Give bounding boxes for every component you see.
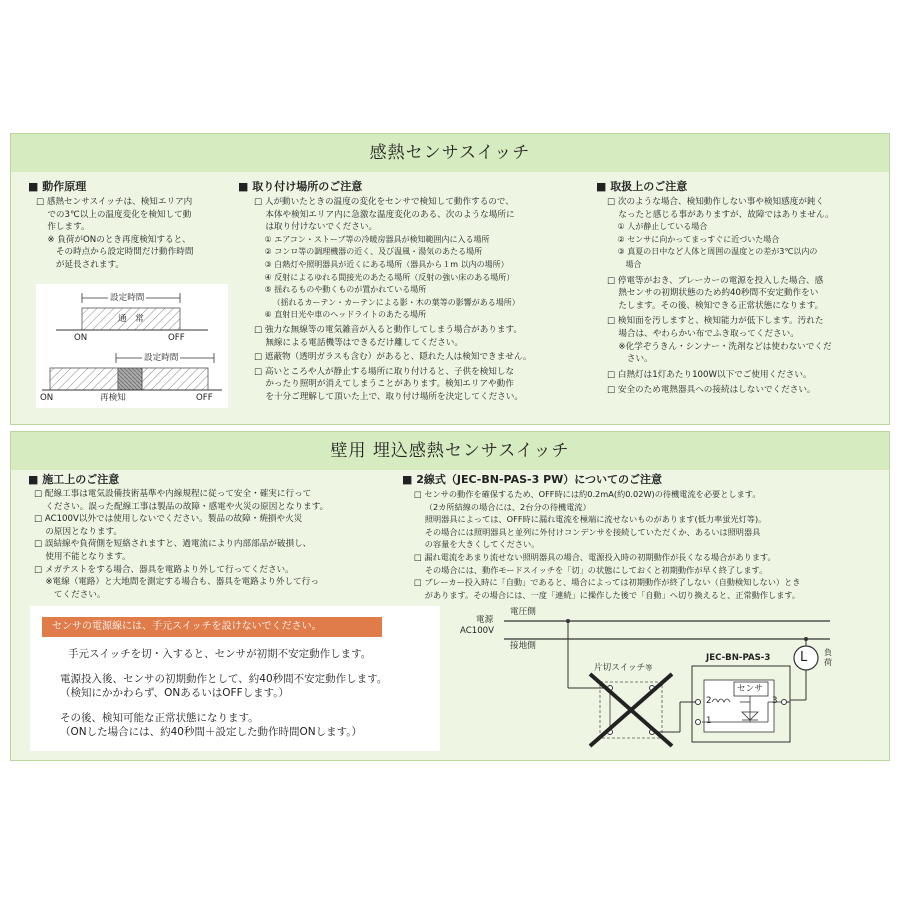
- text-line: □ センサの動作を確保するため、OFF時には約0.2mA(約0.02W)の待機電流を必要とします。: [414, 489, 761, 499]
- text-line: ③ 真夏の日中など人体と周囲の温度との差が3℃以内の: [607, 247, 818, 257]
- warning-banner: センサの電源線には、手元スイッチを設けないでください。: [42, 617, 382, 637]
- text-line: ※化学ぞうきん・シンナー・洗剤などは使わないでくだ: [607, 341, 832, 352]
- section-heading-construction: ■ 施工上のご注意: [28, 473, 120, 486]
- text-line: その時点から設定時間だけ動作時間: [36, 247, 194, 258]
- panel-title: 壁用 埋込感熱センサスイッチ: [11, 432, 889, 470]
- text-line: たします。その後、検知できる正常状態になります。: [607, 300, 824, 311]
- text-line: □ 停電等がおき、ブレーカーの電源を投入した場合、感: [607, 275, 824, 286]
- text-line: □ 検知面を汚しますと、検知能力が低下します。汚れた: [607, 316, 824, 327]
- text-line: かったり照明が消えてしまうことがあります。検知エリアや動作: [254, 379, 514, 390]
- ground-side-label: 接地側: [510, 641, 536, 651]
- panel-title: 感熱センサスイッチ: [11, 134, 889, 172]
- section-heading-handling: ■ 取扱上のご注意: [596, 180, 688, 193]
- handling-text: [607, 196, 834, 397]
- voltage-side-label: 電圧側: [510, 607, 536, 617]
- text-line: ください。誤った配線工事は製品の故障・感電や火災の原因となります。: [34, 501, 329, 512]
- text-line: が延長されます。: [36, 259, 124, 270]
- text-line: □ 配線工事は電気設備技術基準や内線規程に従って安全・確実に行って: [34, 489, 312, 499]
- text-line: があります。その場合には、一度「連続」に操作した後で「自動」へ切り換えると、正常動作します。: [414, 589, 801, 600]
- text-line: 熱センサの初期状態のため約40秒間不安定動作をい: [607, 288, 819, 299]
- text-line: ④ 反射によるゆれる間接光のあたる場所（反射の強い床のある場所）: [254, 272, 515, 282]
- text-line: □ 誤結線や負荷側を短絡されますと、過電流により内部部品が破損し、: [34, 539, 312, 550]
- text-line: の原因となります。: [34, 526, 122, 537]
- text-line: □ 遮蔽物（透明ガラスも含む）があると、隠れた人は検知できません。: [254, 352, 532, 363]
- wiring-diagram-svg: [450, 604, 882, 754]
- text-line: 無線による電話機等はできるだけ離してください。: [254, 337, 463, 348]
- text-line: □ 次のような場合、検知動作しない事や検知感度が鈍く: [607, 197, 825, 207]
- text-line: さい。: [607, 354, 653, 365]
- section-heading-install-location: ■ 取り付け場所のご注意: [238, 180, 363, 193]
- text-line: を十分ご理解して頂いた上で、取り付け場所を決定してください。: [254, 391, 523, 402]
- wiring-diagram: [450, 604, 882, 754]
- text-line: での3℃以上の温度変化を検知して動: [36, 209, 192, 220]
- text-line: □ 強力な無線等の電気雑音が入ると動作してしまう場合があります。: [254, 324, 522, 335]
- terminal-1-label: 1: [706, 716, 712, 726]
- text-line: 場合は、やわらかい布でふき取ってください。: [607, 328, 799, 339]
- text-line: （揺れるカーテン・カーテンによる影・木の葉等の影響がある場所）: [254, 297, 520, 307]
- timing-on-label: ON: [74, 333, 88, 343]
- switch-label-text: 片切スイッチ: [594, 663, 646, 673]
- timing-off2-label: OFF: [196, 393, 213, 403]
- text-line: □ 感熱センサスイッチは、検知エリア内: [36, 197, 193, 207]
- text-line: 本体や検知エリア内に急激な温度変化のある、次のような場所に: [254, 209, 515, 220]
- timing-set-time2-label: 設定時間: [144, 353, 179, 363]
- note-block-3: [60, 711, 362, 739]
- timing-off-label: OFF: [168, 333, 185, 343]
- switch-label: [594, 662, 652, 675]
- timing-set-time-label: 設定時間: [110, 293, 145, 303]
- construction-text: [34, 488, 328, 601]
- text-line: なったと感じる事がありますが、故障ではありません。: [607, 209, 834, 220]
- note-block-1: [68, 647, 371, 661]
- ac-label: AC100V: [460, 626, 495, 636]
- model-label: JEC-BN-PAS-3: [706, 653, 771, 663]
- timing-diagram: [36, 284, 228, 408]
- note-line: 電源投入後、センサの初期動作として、約40秒間不安定動作します。: [60, 673, 388, 685]
- text-line: □ メガテストをする場合、器具を電路より外して行ってください。: [34, 564, 294, 575]
- text-line: ② センサに向かってまっすぐに近づいた場合: [607, 234, 780, 244]
- text-line: その場合には、動作モードスイッチを「切」の状態にしておくと初期動作が早く終了します。: [414, 564, 768, 575]
- timing-on2-label: ON: [40, 393, 54, 403]
- power-label: 電源: [476, 615, 494, 625]
- text-line: は取り付けないでください。: [254, 222, 378, 233]
- text-line: ※ 負荷がONのとき再度検知すると、: [36, 234, 191, 245]
- text-line: □ 人が動いたときの温度の変化をセンサで検知して動作するので、: [254, 197, 514, 207]
- text-line: ⑤ 揺れるものや動くものが置かれている場所: [254, 285, 427, 295]
- timing-normal-label: 通 常: [118, 314, 144, 324]
- text-line: □ 安全のため電熱器具への接続はしないでください。: [607, 385, 816, 396]
- text-line: ① 人が静止している場合: [607, 222, 708, 232]
- two-wire-text: [414, 488, 800, 601]
- text-line: の容量を大きくしてください。: [414, 539, 540, 550]
- text-line: ⑥ 直射日光や車のヘッドライトのあたる場所: [254, 310, 427, 320]
- section-heading-two-wire: ■ 2線式（JEC-BN-PAS-3 PW）についてのご注意: [402, 473, 663, 486]
- timing-redetect-label: 再検知: [100, 393, 126, 403]
- text-line: ① エアコン・ストーブ等の冷暖房器具が検知範囲内に入る場所: [254, 234, 490, 244]
- note-line: （ONした場合には、約40秒間＋設定した動作時間ONします。）: [60, 726, 363, 738]
- text-line: その場合には照明器具と並列に外付けコンデンサを接続していただくか、あるいは照明器具: [414, 526, 761, 537]
- text-line: □ 漏れ電流をあまり流せない照明器具の場合、電源投入時の初期動作が長くなる場合があります。: [414, 551, 776, 562]
- note-block-2: [60, 672, 387, 700]
- text-line: □ 白熱灯は1灯あたり100W以下でご使用ください。: [607, 369, 812, 380]
- terminal-3-label: 3: [772, 696, 778, 706]
- note-line: その後、検知可能な正常状態になります。: [60, 712, 259, 724]
- install-location-text: [254, 196, 532, 404]
- text-line: 照明器具によっては、OFF時に漏れ電流を極端に流せないものがあります(低力率蛍光灯等)。: [414, 514, 767, 525]
- text-line: 使用不能となります。: [34, 551, 131, 562]
- note-line: （検知にかかわらず、ONあるいはOFFします。）: [60, 687, 290, 699]
- note-line: 手元スイッチを切・入すると、センサが初期不安定動作します。: [68, 648, 372, 660]
- text-line: ③ 白熱灯や照明器具が近くにある場所（器具から１m 以内の場所）: [254, 259, 509, 269]
- switch-label-etc: 等: [645, 664, 653, 672]
- text-line: ※電線（電路）と大地間を測定する場合も、器具を電路より外して行っ: [34, 577, 319, 588]
- text-line: □ 高いところや人が静止する場所に取り付けると、子供を検知しな: [254, 366, 515, 377]
- text-line: □ ブレーカー投入時に「自動」であると、場合によっては初期動作が終了しない（自動検知しない）とき: [414, 577, 801, 588]
- text-line: （2カ所結線の場合には、2台分の待機電流）: [414, 501, 591, 512]
- text-line: □ AC100V以外では使用しないでください。製品の故障・焼損や火災: [34, 514, 303, 525]
- text-line: 場合: [607, 259, 642, 269]
- text-line: ② コンロ等の調理機器の近く、及び温風・湯気のあたる場所: [254, 247, 483, 257]
- text-line: 作します。: [36, 222, 90, 233]
- terminal-2-label: 2: [706, 696, 712, 706]
- principle-text: [36, 196, 193, 272]
- load-label: 負荷: [824, 648, 832, 667]
- lamp-symbol: L: [800, 650, 808, 665]
- section-heading-principle: ■ 動作原理: [28, 180, 87, 193]
- text-line: てください。: [34, 589, 106, 600]
- sensor-label: センサ: [737, 684, 763, 694]
